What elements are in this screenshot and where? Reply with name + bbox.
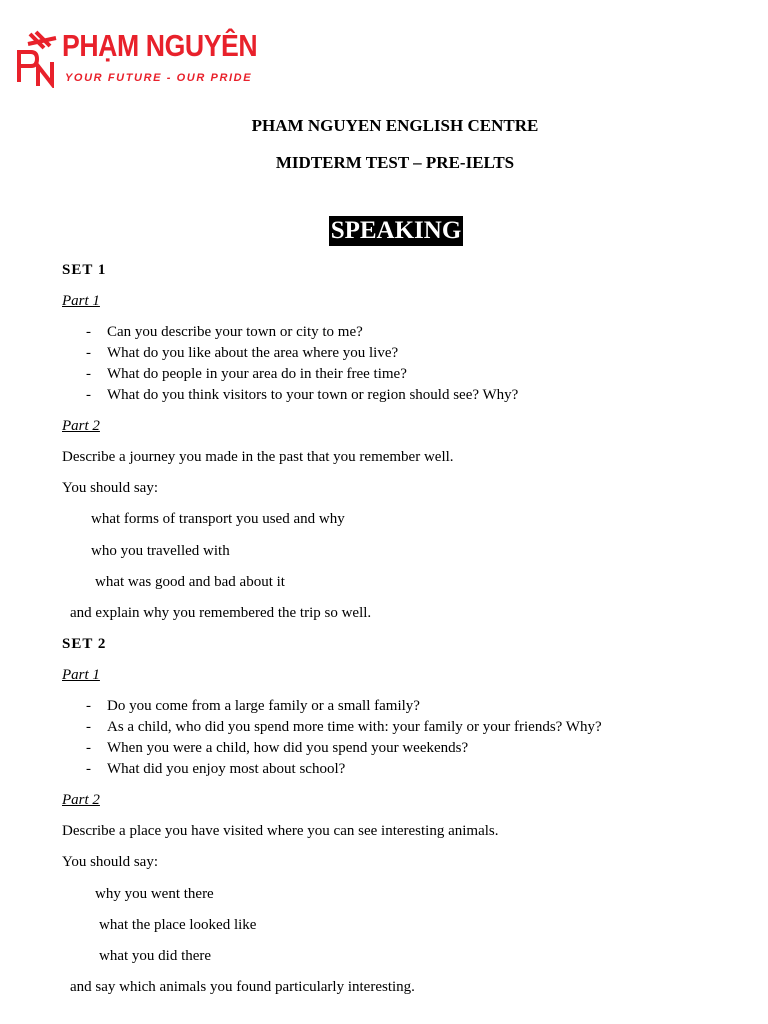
bullet-dash: - (86, 324, 91, 340)
section-heading-wrap (0, 216, 768, 246)
bullet-dash: - (86, 761, 91, 777)
set1-heading: SET 1 (62, 262, 107, 278)
set1-question: Can you describe your town or city to me? (107, 324, 363, 340)
brand-tagline: YOUR FUTURE - OUR PRIDE (65, 72, 253, 84)
set2-question: As a child, who did you spend more time with: your family or your friends? Why? (107, 719, 602, 735)
bullet-dash: - (86, 698, 91, 714)
set2-question: When you were a child, how did you spend your weekends? (107, 740, 469, 756)
set1-part1-heading: Part 1 (62, 293, 100, 309)
set2-part1-heading: Part 1 (62, 667, 100, 683)
section-heading: SPEAKING (330, 217, 462, 244)
set2-question: Do you come from a large family or a small family? (107, 698, 420, 714)
set1-task: Describe a journey you made in the past that you remember well. (62, 449, 454, 465)
bullet-dash: - (86, 719, 91, 735)
set2-prompt: what the place looked like (99, 917, 257, 933)
set1-prompt: what was good and bad about it (95, 574, 285, 590)
set2-prompt: why you went there (95, 886, 214, 902)
test-title: MIDTERM TEST – PRE-IELTS (275, 153, 515, 172)
set2-prompt: what you did there (99, 948, 212, 964)
brand-logo (16, 28, 258, 92)
set2-part2-heading: Part 2 (62, 792, 100, 808)
bullet-dash: - (86, 387, 91, 403)
bullet-dash: - (86, 366, 91, 382)
set1-you-should-say: You should say: (62, 480, 158, 496)
set1-question: What do people in your area do in their free time? (107, 366, 407, 382)
set2-task: Describe a place you have visited where you can see interesting animals. (62, 823, 499, 839)
set1-question: What do you like about the area where you live? (107, 345, 399, 361)
set2-heading: SET 2 (62, 636, 107, 652)
set2-closing: and say which animals you found particularly interesting. (70, 979, 415, 995)
bullet-dash: - (86, 740, 91, 756)
set1-prompt: what forms of transport you used and why (91, 511, 345, 527)
set2-you-should-say: You should say: (62, 854, 158, 870)
brand-name: PHẠM NGUYÊN (62, 28, 258, 63)
centre-name: PHAM NGUYEN ENGLISH CENTRE (251, 116, 539, 135)
bullet-dash: - (86, 345, 91, 361)
pn-logo-mark-icon (16, 30, 60, 88)
set1-part2-heading: Part 2 (62, 418, 100, 434)
set1-prompt: who you travelled with (91, 543, 230, 559)
set1-closing: and explain why you remembered the trip so well. (70, 605, 372, 621)
set1-question: What do you think visitors to your town or region should see? Why? (107, 387, 519, 403)
set2-question: What did you enjoy most about school? (107, 761, 346, 777)
